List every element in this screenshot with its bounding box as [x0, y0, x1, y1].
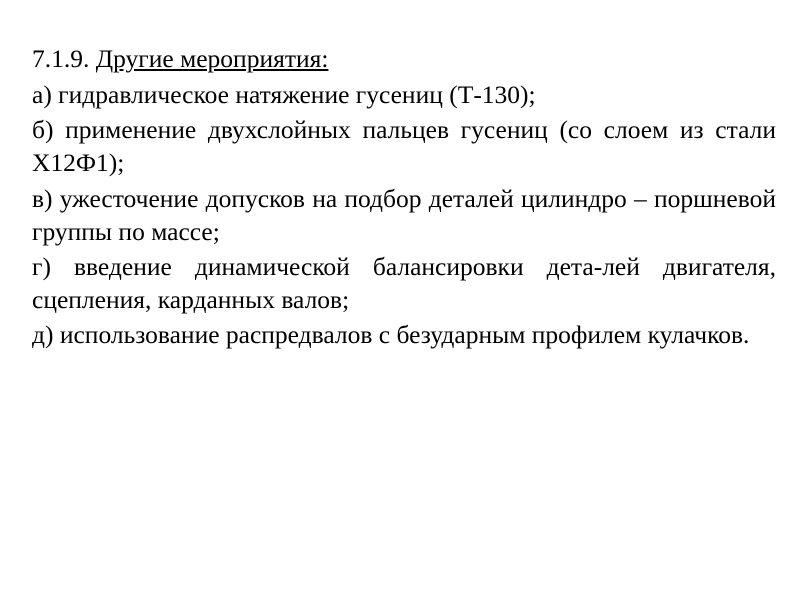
section-number: 7.1.9.	[32, 44, 90, 73]
list-item-d: д) использование распредвалов с безударным профилем кулачков.	[32, 320, 750, 350]
section-heading	[32, 42, 776, 75]
document-body	[32, 42, 776, 351]
list-item-a: а) гидравлическое натяжение гусениц (Т-130);	[32, 80, 536, 110]
section-heading-label: Другие мероприятия:	[95, 44, 329, 73]
list-item-b: б) применение двухслойных пальцев гусениц (со слоем из стали Х12Ф1);	[32, 115, 776, 178]
list-item-g: г) введение динамической балансировки дета-лей двигателя, сцепления, карданных валов;	[32, 251, 776, 314]
list-item-v: в) ужесточение допусков на подбор деталей цилиндро – поршневой группы по массе;	[32, 183, 776, 246]
